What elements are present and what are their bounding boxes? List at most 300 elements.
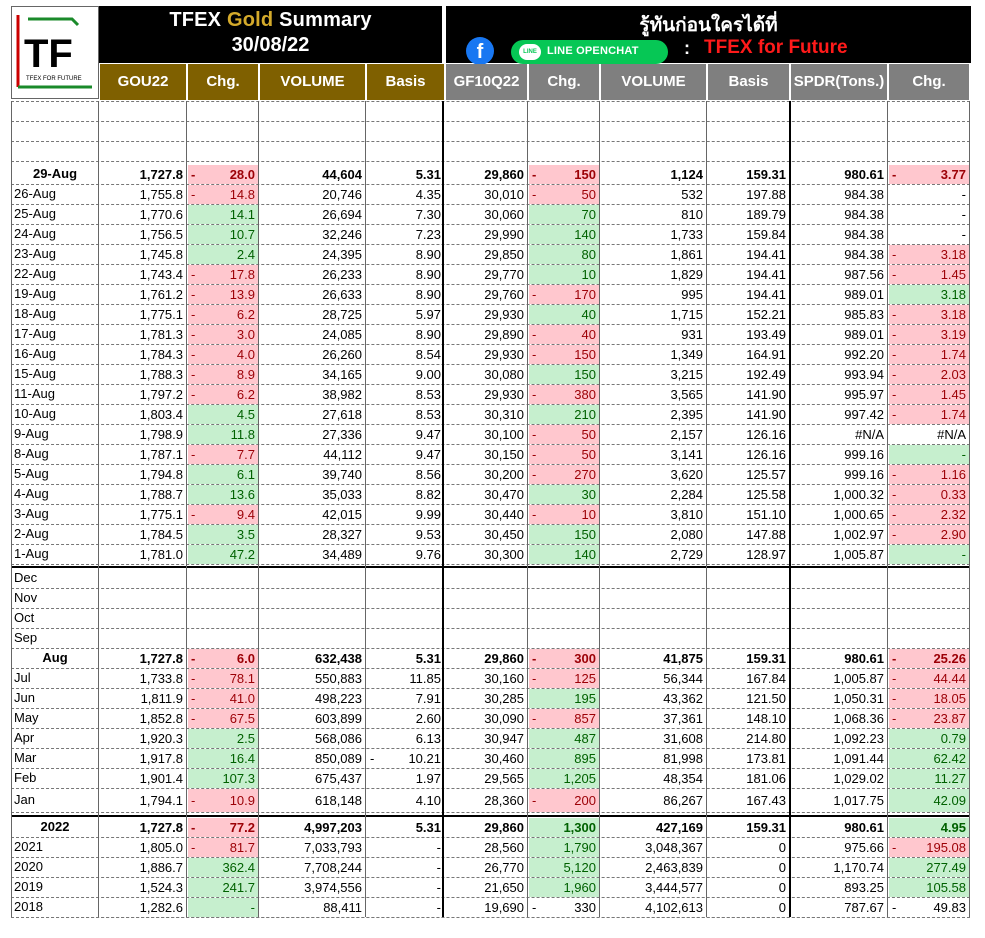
cell-value: 27,336 — [322, 427, 362, 442]
cell-value: 42,015 — [322, 507, 362, 522]
table-cell — [601, 305, 706, 324]
cell-value: 0.79 — [940, 731, 966, 746]
cell-value: 8.56 — [415, 467, 441, 482]
table-cell — [260, 525, 365, 544]
table-cell — [791, 709, 887, 728]
table-cell — [188, 425, 258, 444]
table-cell — [188, 325, 258, 344]
table-cell — [601, 285, 706, 304]
cell-value: 41,875 — [663, 651, 703, 666]
cell-value: 30,460 — [484, 751, 524, 766]
table-cell — [367, 609, 444, 628]
table-cell — [100, 325, 186, 344]
cell-value: 181.06 — [746, 771, 786, 786]
cell-value: 2.5 — [236, 731, 255, 746]
cell-value: 4,997,203 — [304, 820, 362, 835]
row-label: Feb — [14, 770, 37, 785]
negative-sign: - — [892, 467, 897, 482]
cell-value: 7,033,793 — [304, 840, 362, 855]
negative-sign: - — [191, 347, 196, 362]
table-cell — [601, 689, 706, 708]
title-block — [99, 6, 442, 63]
cell-value: 159.84 — [746, 227, 786, 242]
table-cell — [708, 545, 789, 564]
cell-value: 81.7 — [229, 840, 255, 855]
table-cell — [260, 789, 365, 812]
cell-value: 980.61 — [844, 651, 884, 666]
cell-value: 17.8 — [229, 267, 255, 282]
table-cell — [100, 649, 186, 668]
row-divider — [11, 564, 970, 565]
negative-sign: - — [532, 507, 537, 522]
table-cell — [188, 345, 258, 364]
cell-value: 34,489 — [322, 547, 362, 562]
negative-sign: - — [892, 671, 897, 686]
table-cell — [100, 365, 186, 384]
cell-value: 1,068.36 — [833, 711, 884, 726]
table-cell — [791, 569, 887, 588]
negative-sign: - — [532, 447, 537, 462]
cell-value: 362.4 — [222, 860, 255, 875]
cell-value: 1,811.9 — [140, 691, 183, 706]
column-header: GF10Q22 — [446, 64, 527, 100]
negative-sign: - — [191, 447, 196, 462]
table-cell — [188, 769, 258, 788]
cell-value: 1,282.6 — [139, 900, 183, 915]
cell-value: 1,029.02 — [833, 771, 884, 786]
cell-value: 1,092.23 — [833, 731, 884, 746]
table-cell — [260, 305, 365, 324]
table-cell — [100, 729, 186, 748]
cell-value: 5.31 — [415, 167, 441, 182]
cell-value: 1,787.1 — [139, 447, 183, 462]
cell-value: 125 — [574, 671, 596, 686]
table-cell — [100, 465, 186, 484]
cell-value: 9.99 — [415, 507, 441, 522]
facebook-icon[interactable]: f — [466, 37, 494, 65]
table-cell — [601, 205, 706, 224]
cell-value: 88,411 — [323, 900, 362, 915]
cell-value: 1,960 — [563, 880, 596, 895]
column-header: VOLUME — [601, 64, 706, 100]
table-cell — [601, 265, 706, 284]
table-cell — [601, 898, 706, 917]
negative-sign: - — [191, 267, 196, 282]
table-cell — [367, 365, 444, 384]
cell-value: 8.90 — [415, 247, 441, 262]
cell-value: 21,650 — [484, 880, 524, 895]
table-cell — [446, 898, 527, 917]
cell-value: 0 — [778, 840, 786, 855]
table-cell — [260, 669, 365, 688]
table-cell — [791, 749, 887, 768]
cell-value: 857 — [574, 711, 596, 726]
table-cell — [446, 225, 527, 244]
negative-sign: - — [191, 387, 196, 402]
table-cell — [889, 505, 969, 524]
table-cell — [188, 165, 258, 184]
table-cell — [791, 769, 887, 788]
cell-value: 30,440 — [484, 507, 524, 522]
row-label: Jun — [14, 690, 35, 705]
title-prefix: TFEX — [169, 9, 222, 31]
negative-sign: - — [892, 267, 897, 282]
table-cell — [260, 185, 365, 204]
table-cell — [889, 465, 969, 484]
cell-value: 0 — [778, 880, 786, 895]
table-cell — [601, 485, 706, 504]
table-cell — [446, 629, 527, 648]
cell-value: 1,794.1 — [139, 793, 183, 808]
column-header: Chg. — [529, 64, 599, 100]
table-cell — [601, 629, 706, 648]
title-suffix: Summary — [279, 9, 372, 31]
cell-value: 1,091.44 — [833, 751, 884, 766]
cell-value: 1,803.4 — [139, 407, 183, 422]
table-cell — [100, 898, 186, 917]
cell-value: 10.21 — [408, 751, 441, 766]
table-cell — [601, 405, 706, 424]
cell-value: 984.38 — [844, 207, 884, 222]
table-cell — [367, 689, 444, 708]
table-cell — [601, 858, 706, 877]
cell-value: 30,150 — [484, 447, 524, 462]
cell-value: 1,797.2 — [139, 387, 183, 402]
cell-value: 159.31 — [746, 820, 786, 835]
cell-value: 980.61 — [844, 167, 884, 182]
table-cell — [601, 505, 706, 524]
table-cell — [100, 545, 186, 564]
table-cell — [791, 445, 887, 464]
table-cell — [889, 878, 969, 897]
table-cell — [889, 285, 969, 304]
table-cell — [601, 878, 706, 897]
negative-sign: - — [532, 651, 537, 666]
table-cell — [708, 878, 789, 897]
cell-value: 29,990 — [484, 227, 524, 242]
cell-value: 11.8 — [230, 427, 255, 442]
row-label: 24-Aug — [14, 226, 56, 241]
cell-value: 159.31 — [746, 651, 786, 666]
cell-value: 7.7 — [236, 447, 255, 462]
cell-value: 1,000.65 — [833, 507, 884, 522]
table-cell — [601, 465, 706, 484]
cell-value: - — [436, 840, 441, 855]
table-cell — [446, 545, 527, 564]
table-cell — [529, 729, 599, 748]
table-cell — [100, 205, 186, 224]
table-cell — [260, 285, 365, 304]
table-cell — [367, 385, 444, 404]
table-cell — [529, 609, 599, 628]
cell-value: 77.2 — [229, 820, 255, 835]
cell-value: 173.81 — [746, 751, 786, 766]
cell-value: 30,450 — [484, 527, 524, 542]
table-cell — [791, 525, 887, 544]
table-cell — [367, 485, 444, 504]
cell-value: 850,089 — [315, 751, 362, 766]
cell-value: 150 — [574, 527, 596, 542]
table-cell — [889, 898, 969, 917]
cell-value: 29,860 — [484, 167, 524, 182]
table-cell — [100, 285, 186, 304]
table-cell — [367, 305, 444, 324]
table-cell — [367, 185, 444, 204]
negative-sign: - — [892, 347, 897, 362]
table-cell — [367, 898, 444, 917]
table-cell — [529, 898, 599, 917]
table-cell — [260, 589, 365, 608]
cell-value: 8.90 — [415, 327, 441, 342]
table-cell — [708, 325, 789, 344]
table-cell — [100, 525, 186, 544]
table-cell — [889, 749, 969, 768]
negative-sign: - — [892, 387, 897, 402]
table-cell — [791, 669, 887, 688]
cell-value: - — [961, 447, 966, 462]
cell-value: 148.10 — [746, 711, 786, 726]
cell-value: 1,775.1 — [139, 507, 183, 522]
column-divider — [706, 101, 707, 917]
cell-value: 8.82 — [415, 487, 441, 502]
table-cell — [708, 245, 789, 264]
column-header: Basis — [708, 64, 789, 100]
table-cell — [791, 245, 887, 264]
table-cell — [100, 405, 186, 424]
table-cell — [601, 545, 706, 564]
cell-value: 48,354 — [663, 771, 703, 786]
cell-value: 30,300 — [484, 547, 524, 562]
cell-value: 70 — [581, 207, 596, 222]
cell-value: 9.47 — [415, 427, 441, 442]
line-openchat-badge[interactable] — [511, 40, 668, 64]
table-cell — [601, 325, 706, 344]
table-cell — [791, 165, 887, 184]
cell-value: 194.41 — [746, 247, 786, 262]
table-cell — [708, 629, 789, 648]
cell-value: 39,740 — [322, 467, 362, 482]
table-cell — [889, 789, 969, 812]
cell-value: 24,085 — [322, 327, 362, 342]
table-cell — [188, 669, 258, 688]
cell-value: 28,327 — [322, 527, 362, 542]
table-cell — [446, 165, 527, 184]
cell-value: 7.91 — [415, 691, 441, 706]
cell-value: 9.76 — [415, 547, 441, 562]
negative-sign: - — [532, 187, 537, 202]
table-cell — [529, 205, 599, 224]
column-divider — [442, 101, 444, 917]
cell-value: 78.1 — [229, 671, 255, 686]
table-cell — [100, 589, 186, 608]
cell-value: 1,755.8 — [139, 187, 183, 202]
negative-sign: - — [892, 407, 897, 422]
cell-value: 30,310 — [484, 407, 524, 422]
table-cell — [446, 445, 527, 464]
cell-value: 29,770 — [484, 267, 524, 282]
table-cell — [188, 589, 258, 608]
negative-sign: - — [532, 347, 537, 362]
cell-value: - — [436, 880, 441, 895]
table-cell — [260, 325, 365, 344]
cell-value: 8.53 — [415, 407, 441, 422]
table-cell — [367, 769, 444, 788]
table-cell — [529, 649, 599, 668]
cell-value: 1,124 — [670, 167, 703, 182]
table-cell — [708, 225, 789, 244]
table-cell — [188, 385, 258, 404]
cell-value: 1,756.5 — [139, 227, 183, 242]
cell-value: 5.31 — [415, 820, 441, 835]
cell-value: - — [961, 207, 966, 222]
column-header: GOU22 — [100, 64, 186, 100]
column-divider — [258, 101, 259, 917]
table-cell — [260, 405, 365, 424]
table-cell — [260, 729, 365, 748]
cell-value: 3,974,556 — [304, 880, 362, 895]
table-cell — [188, 365, 258, 384]
cell-value: 9.53 — [415, 527, 441, 542]
cell-value: 989.01 — [844, 287, 884, 302]
table-cell — [188, 649, 258, 668]
row-label: Aug — [42, 650, 68, 665]
cell-value: 49.83 — [933, 900, 966, 915]
table-cell — [601, 425, 706, 444]
table-cell — [260, 878, 365, 897]
cell-value: 31,608 — [663, 731, 703, 746]
row-label: 25-Aug — [14, 206, 56, 221]
table-cell — [791, 505, 887, 524]
negative-sign: - — [191, 167, 196, 182]
cell-value: 1.45 — [940, 387, 966, 402]
cell-value: 4,102,613 — [645, 900, 703, 915]
cell-value: 2.90 — [940, 527, 966, 542]
table-cell — [708, 769, 789, 788]
table-cell — [708, 669, 789, 688]
column-divider — [969, 101, 970, 917]
table-cell — [446, 285, 527, 304]
cell-value: 2,157 — [670, 427, 703, 442]
table-cell — [529, 425, 599, 444]
table-cell — [791, 545, 887, 564]
table-cell — [100, 669, 186, 688]
table-cell — [260, 465, 365, 484]
cell-value: 56,344 — [663, 671, 703, 686]
table-cell — [791, 898, 887, 917]
table-cell — [446, 878, 527, 897]
table-cell — [367, 878, 444, 897]
table-cell — [791, 385, 887, 404]
table-cell — [708, 789, 789, 812]
table-cell — [529, 385, 599, 404]
cell-value: 16.4 — [229, 751, 255, 766]
table-cell — [601, 525, 706, 544]
table-cell — [529, 769, 599, 788]
cell-value: 26,260 — [322, 347, 362, 362]
table-cell — [188, 569, 258, 588]
cell-value: 30,080 — [484, 367, 524, 382]
tfex-logo — [11, 6, 99, 99]
cell-value: 675,437 — [315, 771, 362, 786]
cell-value: 1,733.8 — [139, 671, 183, 686]
cell-value: 1,005.87 — [833, 547, 884, 562]
table-cell — [260, 505, 365, 524]
table-cell — [708, 445, 789, 464]
negative-sign: - — [191, 711, 196, 726]
cell-value: 43,362 — [663, 691, 703, 706]
cell-value: 25.26 — [933, 651, 966, 666]
column-header: Chg. — [889, 64, 969, 100]
cell-value: 194.41 — [746, 267, 786, 282]
table-cell — [446, 818, 527, 837]
table-cell — [260, 629, 365, 648]
cell-value: 1,349 — [670, 347, 703, 362]
cell-value: 1,761.2 — [139, 287, 183, 302]
row-divider — [11, 141, 970, 142]
cell-value: 330 — [574, 900, 596, 915]
cell-value: 121.50 — [746, 691, 786, 706]
cell-value: 1,798.9 — [139, 427, 183, 442]
promo-block — [446, 6, 971, 63]
cell-value: 29,860 — [484, 651, 524, 666]
table-cell — [889, 445, 969, 464]
cell-value: - — [250, 900, 255, 915]
row-label: Dec — [14, 570, 38, 585]
table-cell — [367, 205, 444, 224]
cell-value: 984.38 — [844, 247, 884, 262]
table-cell — [260, 225, 365, 244]
table-cell — [100, 749, 186, 768]
table-cell — [260, 545, 365, 564]
column-divider — [186, 101, 187, 917]
cell-value: - — [436, 900, 441, 915]
table-cell — [601, 649, 706, 668]
table-cell — [601, 185, 706, 204]
cell-value: 992.20 — [844, 347, 884, 362]
table-cell — [708, 365, 789, 384]
table-cell — [791, 858, 887, 877]
table-cell — [889, 858, 969, 877]
table-cell — [791, 425, 887, 444]
cell-value: 167.84 — [746, 671, 786, 686]
table-cell — [260, 858, 365, 877]
title-gold: Gold — [227, 9, 274, 31]
cell-value: 3,810 — [670, 507, 703, 522]
cell-value: 1,920.3 — [139, 731, 183, 746]
table-cell — [529, 749, 599, 768]
table-cell — [188, 265, 258, 284]
page-title — [99, 9, 442, 32]
cell-value: 3,620 — [670, 467, 703, 482]
negative-sign: - — [892, 840, 897, 855]
table-cell — [446, 265, 527, 284]
cell-value: 13.6 — [229, 487, 255, 502]
cell-value: 18.05 — [933, 691, 966, 706]
table-cell — [260, 245, 365, 264]
table-cell — [446, 569, 527, 588]
row-label: 22-Aug — [14, 266, 56, 281]
negative-sign: - — [532, 671, 537, 686]
table-cell — [260, 265, 365, 284]
table-cell — [100, 165, 186, 184]
cell-value: 29,565 — [484, 771, 524, 786]
cell-value: 67.5 — [229, 711, 255, 726]
table-cell — [260, 445, 365, 464]
table-cell — [529, 789, 599, 812]
negative-sign: - — [892, 691, 897, 706]
negative-sign: - — [191, 187, 196, 202]
row-label: Jul — [14, 670, 31, 685]
